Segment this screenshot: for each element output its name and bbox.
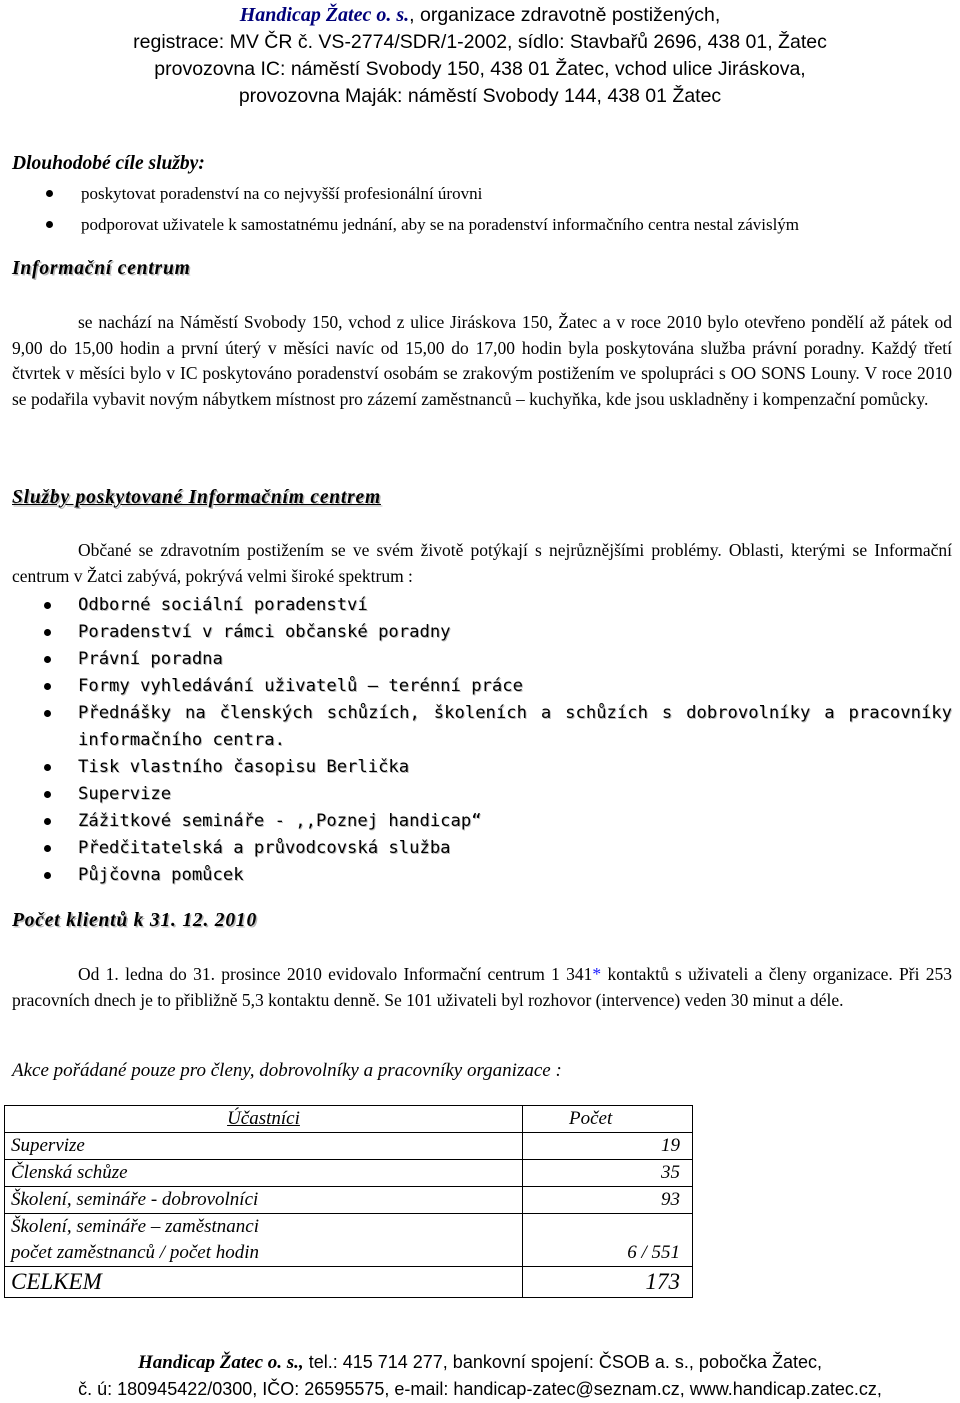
footnote-star: * (592, 964, 602, 984)
footer-organization-name: Handicap Žatec o. s., (137, 1352, 304, 1373)
clients-text-a: Od 1. ledna do 31. prosince 2010 evidovalo Informační centrum 1 341 (78, 964, 593, 984)
service-item: Právní poradna (44, 646, 952, 673)
goals-list (46, 178, 799, 240)
clients-text-b: kontaktů s uživateli a členy organizace. Při 253 pracovních dnech je to přibližně 5,3 kontaktu denně. Se 101 uživateli byl rozhovor (intervence) veden 30 minut a déle. (12, 964, 952, 1010)
footer (0, 1349, 960, 1403)
letterhead-line-4: provozovna Maják: náměstí Svobody 144, 438 01 Žatec (238, 85, 722, 107)
row-value: 6 / 551 (523, 1214, 693, 1267)
services-heading: Služby poskytované Informačním centrem (12, 487, 381, 508)
table-header-row (5, 1106, 693, 1133)
row-label (5, 1214, 523, 1267)
clients-heading (12, 910, 257, 932)
service-item: Půjčovna pomůcek (44, 862, 952, 889)
letterhead-line-3: provozovna IC: náměstí Svobody 150, 438 01 Žatec, vchod ulice Jiráskova, (154, 58, 806, 80)
table-total-row (5, 1267, 693, 1298)
table-row (5, 1160, 693, 1187)
letterhead-line-2: registrace: MV ČR č. VS-2774/SDR/1-2002, sídlo: Stavbařů 2696, 438 01, Žatec (133, 31, 827, 53)
services-text: Občané se zdravotním postižením se ve svém životě potýkají s nejrůznějšími problémy. Oblasti, kterými se Informační centrum v Žatci zabývá, pokrývá velmi široké spektrum : (12, 540, 952, 586)
row-value: 19 (523, 1133, 693, 1160)
column-header-count: Počet (523, 1106, 693, 1133)
actions-caption: Akce pořádané pouze pro členy, dobrovolníky a pracovníky organizace : (12, 1060, 562, 1081)
row-label: Supervize (5, 1133, 523, 1160)
row-label-line-1: Školení, semináře – zaměstnanci (11, 1216, 260, 1237)
service-item: Zážitkové semináře - ,,Poznej handicap“ (44, 808, 952, 835)
row-value: 35 (523, 1160, 693, 1187)
service-item: Předčitatelská a průvodcovská služba (44, 835, 952, 862)
info-centre-text: se nachází na Náměstí Svobody 150, vchod z ulice Jiráskova 150, Žatec a v roce 2010 bylo otevřeno pondělí až pátek od 9,00 do 15,00 hodin a první úterý v měsíci navíc od 15,00 do 17,00 hodin byla poskytována služba právní poradny. Každý třetí čtvrtek v měsíci bylo v IC poskytováno poradenství osobám se zrakovým postižením ve spolupráci s OO SONS Louny. V roce 2010 se podařila vybavit novým nábytkem místnost pro zázemí zaměstnanců – kuchyňka, kde jsou uskladněny i kompenzační pomůcky. (12, 312, 952, 409)
footer-line-1 (0, 1349, 960, 1376)
goals-heading: Dlouhodobé cíle služby: (12, 153, 205, 174)
table-row (5, 1187, 693, 1214)
service-item: Supervize (44, 781, 952, 808)
info-centre-heading: Informační centrum (12, 258, 191, 279)
row-label-line-2: počet zaměstnanců / počet hodin (11, 1242, 260, 1263)
letterhead-subtitle: , organizace zdravotně postižených, (409, 4, 721, 26)
row-value: 93 (523, 1187, 693, 1214)
total-label: CELKEM (5, 1267, 523, 1298)
row-label: Školení, semináře - dobrovolníci (5, 1187, 523, 1214)
service-item: Formy vyhledávání uživatelů – terénní práce (44, 673, 952, 700)
table-row (5, 1133, 693, 1160)
footer-line-2: č. ú: 180945422/0300, IČO: 26595575, e-mail: handicap-zatec@seznam.cz, www.handicap.zatec.cz, (78, 1379, 882, 1399)
column-header-participants-text: Účastníci (227, 1108, 300, 1129)
clients-heading-text: Počet klientů k 31. 12. 2010 (12, 910, 258, 931)
service-item: Přednášky na členských schůzích, školeních a schůzích s dobrovolníky a pracovníky informačního centra. (44, 700, 952, 754)
clients-paragraph (12, 962, 952, 1013)
row-label: Členská schůze (5, 1160, 523, 1187)
goal-item: poskytovat poradenství na co nejvyšší profesionální úrovni (46, 178, 799, 209)
total-value: 173 (523, 1267, 693, 1298)
organization-name: Handicap Žatec o. s. (239, 4, 410, 26)
services-paragraph (12, 538, 952, 589)
info-centre-paragraph (12, 310, 952, 412)
actions-table (4, 1105, 693, 1298)
service-item: Poradenství v rámci občanské poradny (44, 619, 952, 646)
services-list (44, 592, 952, 889)
column-header-participants (5, 1106, 523, 1133)
table-row (5, 1214, 693, 1267)
footer-contact: tel.: 415 714 277, bankovní spojení: ČSOB a. s., pobočka Žatec, (303, 1352, 823, 1372)
letterhead (0, 2, 960, 110)
service-item: Odborné sociální poradenství (44, 592, 952, 619)
letterhead-line-1 (0, 2, 960, 29)
service-item: Tisk vlastního časopisu Berlička (44, 754, 952, 781)
goal-item: podporovat uživatele k samostatnému jednání, aby se na poradenství informačního centra nestal závislým (46, 209, 799, 240)
